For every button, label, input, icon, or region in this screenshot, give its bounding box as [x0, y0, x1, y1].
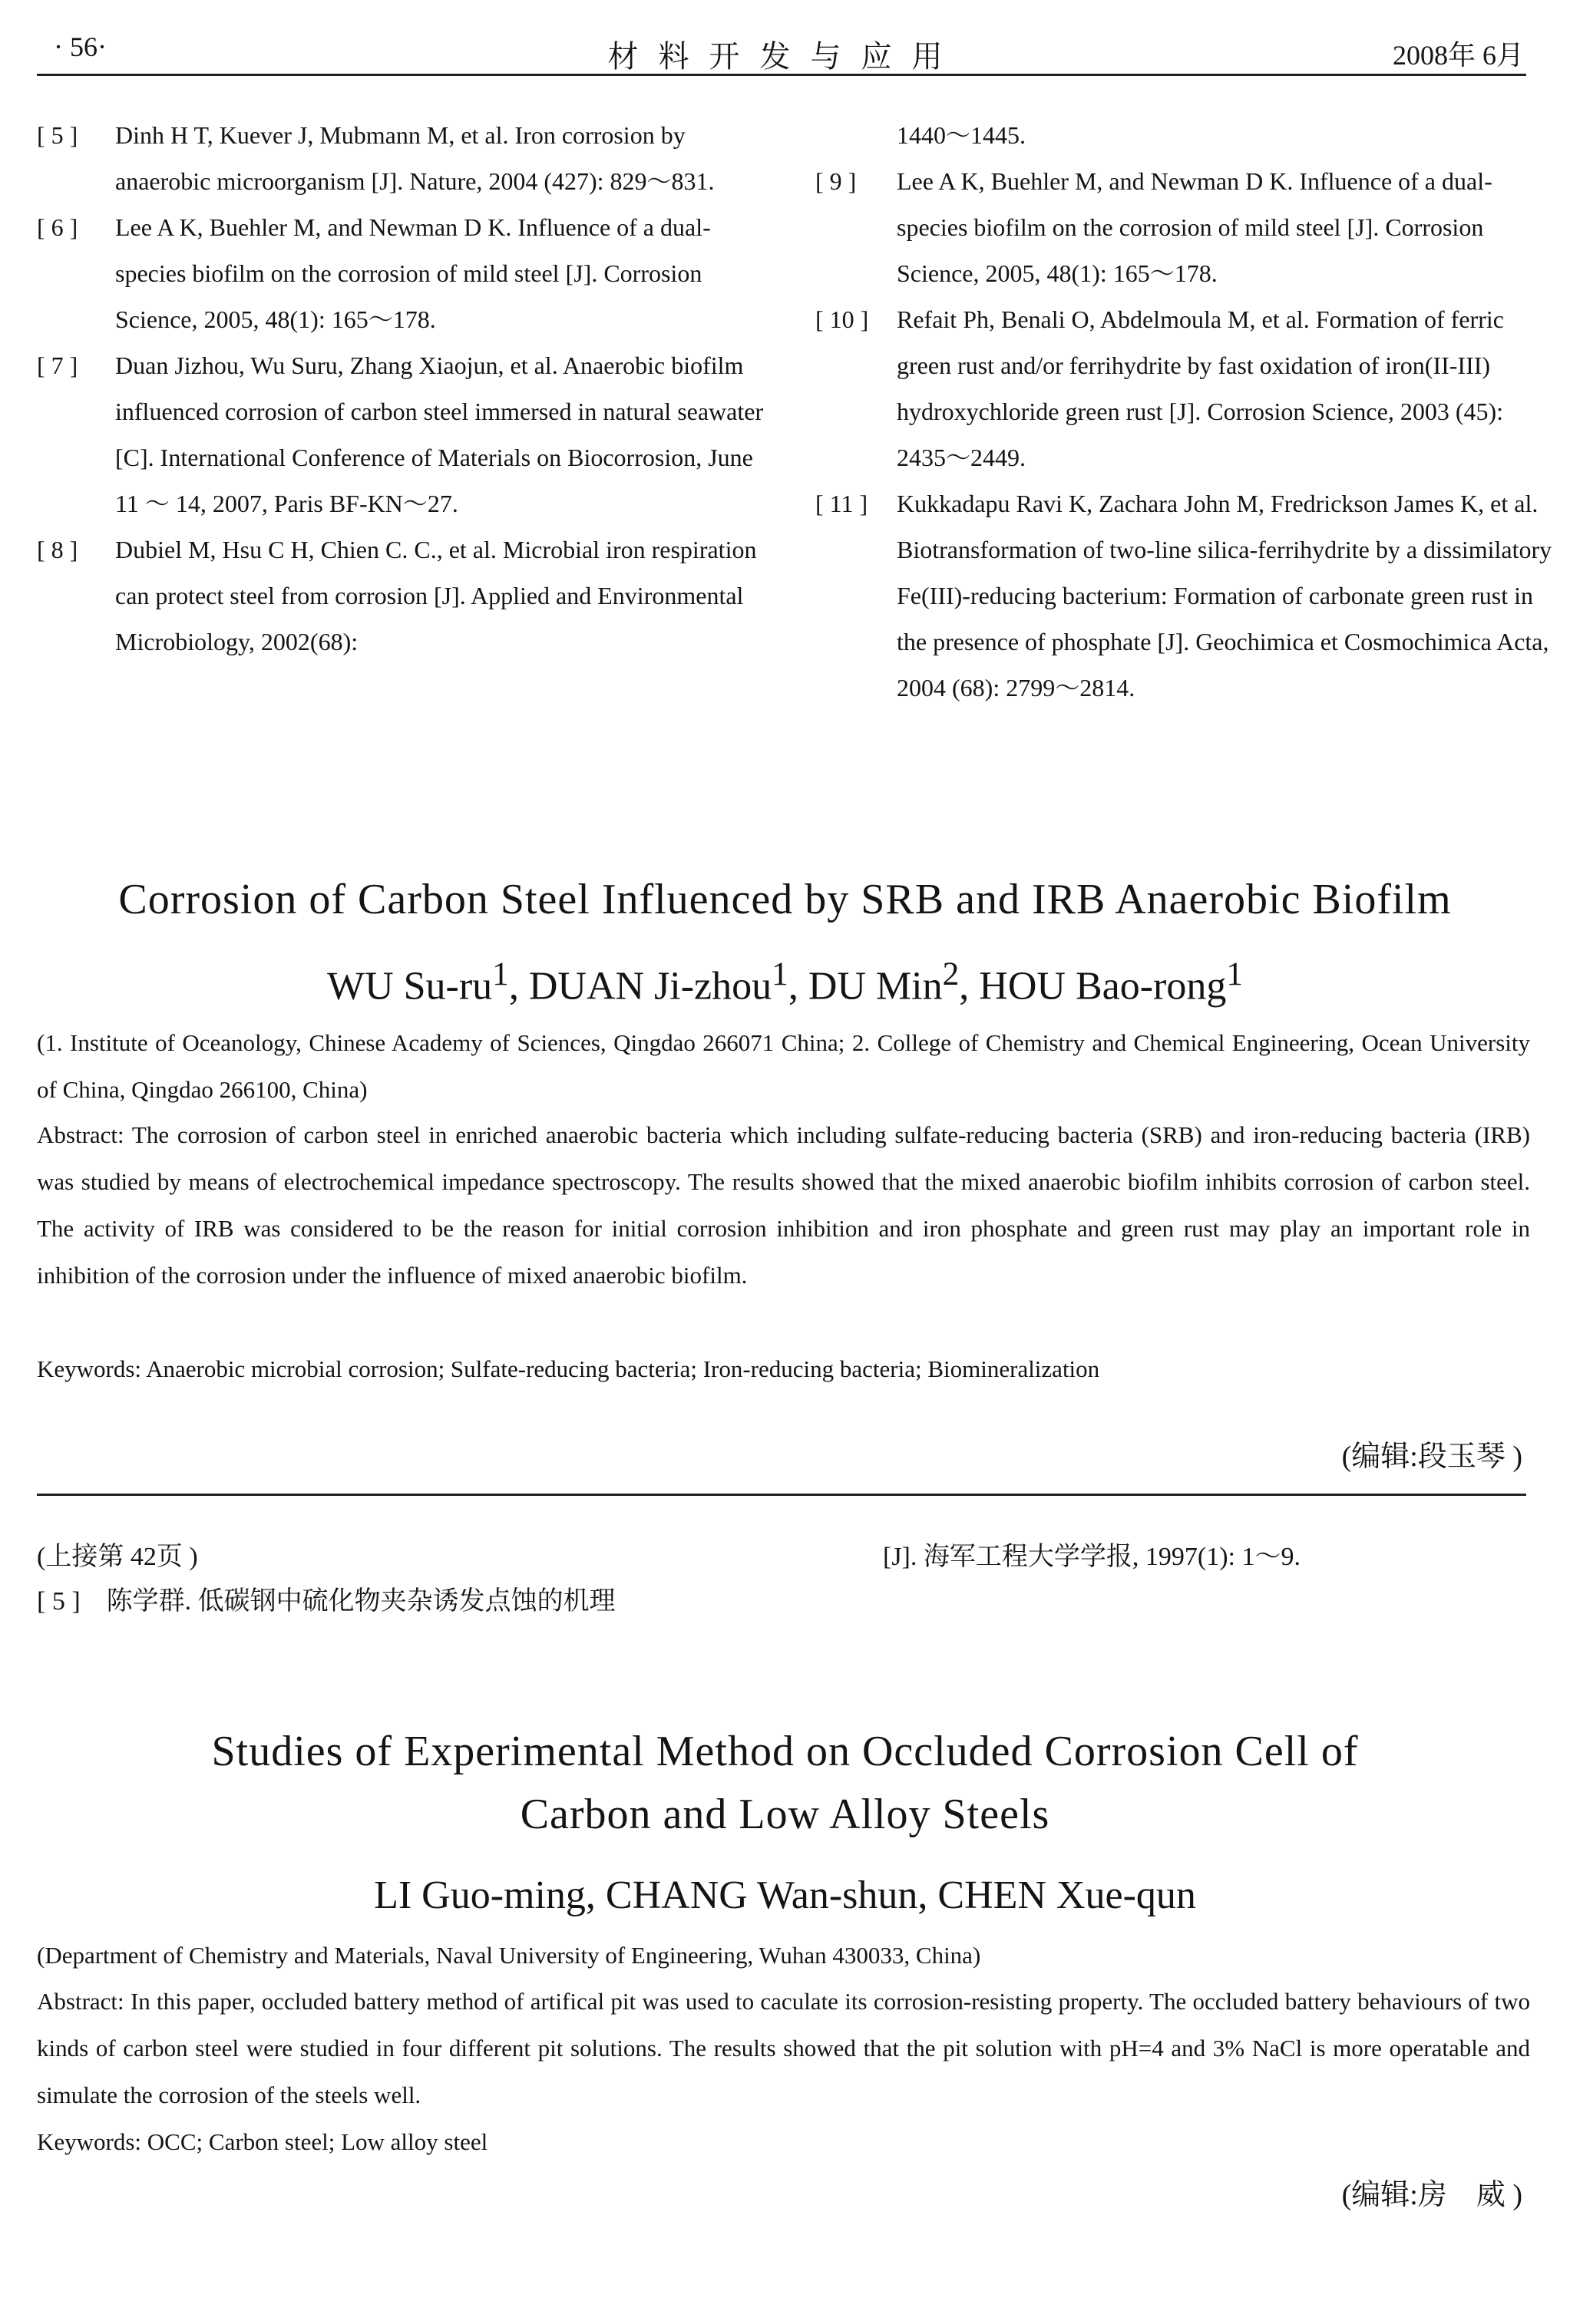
author-name: HOU Bao-rong	[979, 964, 1227, 1008]
keywords-label: Keywords:	[37, 1355, 142, 1382]
journal-name: 材料开发与应用	[607, 39, 963, 74]
article2-authors: LI Guo-ming, CHANG Wan-shun, CHEN Xue-qun	[374, 1873, 1196, 1917]
reference-column-left	[37, 112, 774, 665]
reference-text: 1440～1445.	[897, 121, 1026, 149]
reference-number: [ 9 ]	[815, 167, 857, 195]
article2-affiliation: (Department of Chemistry and Materials, Naval University of Engineering, Wuhan 430033, China)	[37, 1942, 981, 1969]
article1-title: Corrosion of Carbon Steel Influenced by SRB and IRB Anaerobic Biofilm	[118, 876, 1452, 923]
reference-item	[37, 342, 774, 527]
author-name: WU Su-ru	[326, 964, 493, 1008]
page-number: · 56·	[54, 31, 107, 62]
author-separator: ,	[508, 964, 529, 1008]
reference-number: [ 8 ]	[37, 536, 78, 563]
continued-from-label: (上接第 42页 )	[37, 1543, 198, 1571]
reference-column-right	[815, 112, 1552, 711]
abstract-label: Abstract:	[37, 1988, 124, 2015]
keywords-text: OCC; Carbon steel; Low alloy steel	[147, 2128, 488, 2155]
header-rule	[37, 74, 1526, 76]
author-name: DU Min	[808, 964, 943, 1008]
article1-authors	[0, 955, 1570, 1008]
reference-text: Dubiel M, Hsu C H, Chien C. C., et al. Microbial iron respiration can protect steel from corrosion [J]. Applied and Environmental Microbiology, 2002(68):	[115, 536, 757, 655]
abstract-label: Abstract:	[37, 1121, 124, 1148]
reference-number: [ 5 ]	[37, 121, 78, 149]
reference-text: Kukkadapu Ravi K, Zachara John M, Fredrickson James K, et al. Biotransformation of two-line silica-ferrihydrite by a dissimilatory Fe(III)-reducing bacterium: Formation of carbonate green rust in the presence of phosphate [J]. Geochimica et Cosmochimica Acta, 2004 (68): 2799～2814.	[897, 490, 1552, 701]
author-separator: ,	[959, 964, 980, 1008]
reference-item	[815, 158, 1552, 296]
reference-text: Lee A K, Buehler M, and Newman D K. Influence of a dual-species biofilm on the corrosion of mild steel [J]. Corrosion Science, 2005, 48(1): 165～178.	[115, 213, 711, 333]
reference-item	[815, 296, 1552, 480]
reference-text: Dinh H T, Kuever J, Mubmann M, et al. Iron corrosion by anaerobic microorganism [J]. Nature, 2004 (427): 829～831.	[115, 121, 715, 195]
reference-item	[37, 112, 774, 204]
article2-title-line1: Studies of Experimental Method on Occluded Corrosion Cell of	[211, 1728, 1359, 1775]
reference-item	[37, 204, 774, 342]
article1-abstract	[37, 1111, 1530, 1299]
reference-number: [ 10 ]	[815, 305, 869, 333]
author-separator: ,	[788, 964, 808, 1008]
article2-title-line2: Carbon and Low Alloy Steels	[520, 1791, 1050, 1838]
reference-continuation	[815, 112, 1552, 158]
article2-abstract	[37, 1978, 1530, 2118]
issue-date: 2008年 6月	[1392, 40, 1524, 71]
reference-item	[37, 527, 774, 665]
continued-reference-end: [J]. 海军工程大学学报, 1997(1): 1～9.	[883, 1543, 1301, 1571]
author-affil-sup: 1	[772, 956, 788, 992]
reference-item	[815, 480, 1552, 711]
reference-text: Lee A K, Buehler M, and Newman D K. Influence of a dual-species biofilm on the corrosion of mild steel [J]. Corrosion Science, 2005, 48(1): 165～178.	[897, 167, 1492, 287]
author-name: DUAN Ji-zhou	[528, 964, 772, 1008]
article1-affiliation: (1. Institute of Oceanology, Chinese Academy of Sciences, Qingdao 266071 China; 2. College of Chemistry and Chemical Engineering, Ocean University of China, Qingdao 266100, China)	[37, 1029, 1530, 1103]
reference-number: [ 7 ]	[37, 352, 78, 379]
keywords-label: Keywords:	[37, 2128, 142, 2155]
abstract-text: The corrosion of carbon steel in enriched anaerobic bacteria which including sulfate-reducing bacteria (SRB) and iron-reducing bacteria (IRB) was studied by means of electrochemical impedance spectroscopy. The results showed that the mixed anaerobic biofilm inhibits corrosion of carbon steel. The activity of IRB was considered to be the reason for initial corrosion inhibition and iron phosphate and green rust may play an important role in inhibition of the corrosion under the influence of mixed anaerobic biofilm.	[37, 1121, 1530, 1289]
reference-text: Refait Ph, Benali O, Abdelmoula M, et al. Formation of ferric green rust and/or ferrihydrite by fast oxidation of iron(II-III) hydroxychloride green rust [J]. Corrosion Science, 2003 (45): 2435～2449.	[897, 305, 1504, 471]
article2-editor: (编辑:房 威 )	[1341, 2179, 1522, 2211]
article1-editor: (编辑:段玉琴 )	[1341, 1441, 1522, 1473]
reference-text: Duan Jizhou, Wu Suru, Zhang Xiaojun, et al. Anaerobic biofilm influenced corrosion of carbon steel immersed in natural seawater [C]. International Conference of Materials on Biocorrosion, June 11 ～ 14, 2007, Paris BF-KN～27.	[115, 352, 764, 517]
author-affil-sup: 1	[1226, 956, 1244, 992]
reference-number: [ 11 ]	[815, 490, 868, 517]
author-affil-sup: 1	[492, 956, 509, 992]
keywords-text: Anaerobic microbial corrosion; Sulfate-reducing bacteria; Iron-reducing bacteria; Biomineralization	[146, 1355, 1100, 1382]
article2-keywords	[37, 2118, 1530, 2165]
continued-reference: [ 5 ] 陈学群. 低碳钢中硫化物夹杂诱发点蚀的机理	[37, 1587, 616, 1616]
article1-keywords	[37, 1345, 1530, 1392]
reference-number: [ 6 ]	[37, 213, 78, 241]
author-affil-sup: 2	[942, 956, 960, 992]
abstract-text: In this paper, occluded battery method of artifical pit was used to caculate its corrosion-resisting property. The occluded battery behaviours of two kinds of carbon steel were studied in four different pit solutions. The results showed that the pit solution with pH=4 and 3% NaCl is more operatable and simulate the corrosion of the steels well.	[37, 1988, 1531, 2108]
section-rule	[37, 1494, 1526, 1496]
